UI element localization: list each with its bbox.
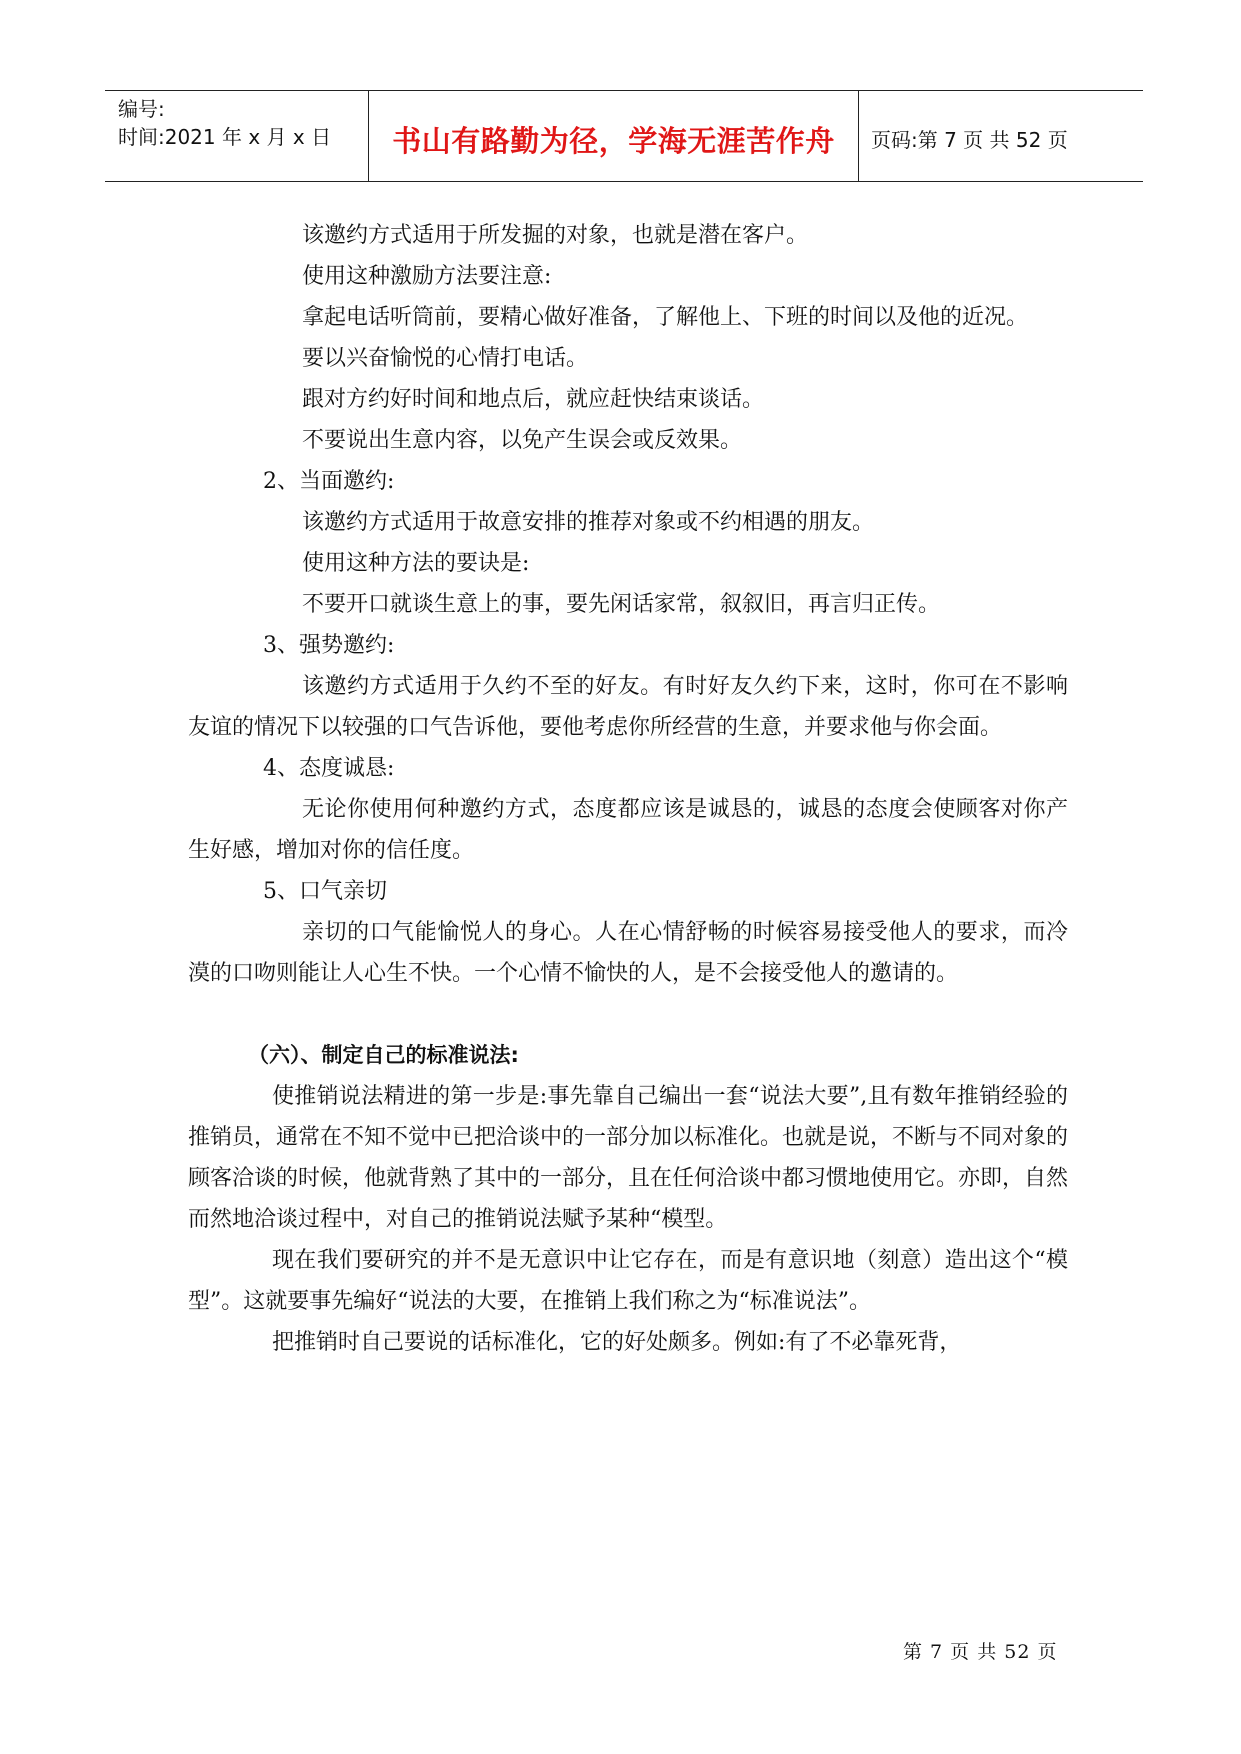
paragraph: 要以兴奋愉悦的心情打电话。 — [302, 346, 589, 371]
paragraph: 该邀约方式适用于所发掘的对象，也就是潜在客户。 — [302, 223, 809, 248]
list-heading: 5、口气亲切 — [263, 879, 387, 904]
list-heading: 3、强势邀约: — [263, 633, 395, 658]
header-page-label: 页码:第 7 页 共 52 页 — [871, 128, 1068, 152]
paragraph: 亲切的口气能愉悦人的身心。人在心情舒畅的时候容易接受他人的要求，而冷漠的口吻则能让人心生不快。一个心情不愉快的人，是不会接受他人的邀请的。 — [188, 920, 1068, 986]
paragraph: 无论你使用何种邀约方式，态度都应该是诚恳的，诚恳的态度会使顾客对你产生好感，增加对你的信任度。 — [188, 797, 1068, 863]
paragraph: 使用这种方法的要诀是: — [302, 551, 530, 576]
paragraph: 不要开口就谈生意上的事，要先闲话家常，叙叙旧，再言归正传。 — [302, 592, 941, 617]
paragraph: 使推销说法精进的第一步是:事先靠自己编出一套“说法大要”,且有数年推销经验的推销员，通常在不知不觉中已把洽谈中的一部分加以标准化。也就是说，不断与不同对象的顾客洽谈的时候，他就背熟了其中的一部分，且在任何洽谈中都习惯地使用它。亦即，自然而然地洽谈过程中，对自己的推销说法赋予某种“模型。 — [188, 1084, 1069, 1232]
paragraph: 使用这种激励方法要注意: — [302, 264, 552, 289]
paragraph: 不要说出生意内容，以免产生误会或反效果。 — [302, 428, 743, 453]
paragraph: 拿起电话听筒前，要精心做好准备，了解他上、下班的时间以及他的近况。 — [302, 305, 1029, 330]
paragraph: 现在我们要研究的并不是无意识中让它存在，而是有意识地（刻意）造出这个“模型”。这就要事先编好“说法的大要，在推销上我们称之为“标准说法”。 — [188, 1248, 1068, 1314]
header-divider — [858, 91, 859, 181]
section-heading: （六）、制定自己的标准说法: — [248, 1043, 519, 1067]
page-footer: 第 7 页 共 52 页 — [903, 1641, 1058, 1663]
paragraph: 该邀约方式适用于久约不至的好友。有时好友久约下来，这时，你可在不影响友谊的情况下以较强的口气告诉他，要他考虑你所经营的生意，并要求他与你会面。 — [188, 674, 1068, 740]
page-header — [105, 90, 1143, 182]
document-body — [188, 215, 1068, 1363]
list-heading: 2、当面邀约: — [263, 469, 395, 494]
time-label: 时间:2021 年 x 月 x 日 — [118, 125, 332, 149]
list-heading: 4、态度诚恳: — [263, 756, 395, 781]
serial-label: 编号: — [118, 97, 165, 121]
header-meta — [118, 95, 331, 151]
paragraph: 跟对方约好时间和地点后，就应赶快结束谈话。 — [302, 387, 765, 412]
paragraph: 把推销时自己要说的话标准化，它的好处颇多。例如:有了不必靠死背， — [272, 1330, 962, 1355]
paragraph: 该邀约方式适用于故意安排的推荐对象或不约相遇的朋友。 — [302, 510, 875, 535]
header-motto: 书山有路勤为径，学海无涯苦作舟 — [392, 124, 835, 158]
spacer — [188, 994, 1068, 1035]
